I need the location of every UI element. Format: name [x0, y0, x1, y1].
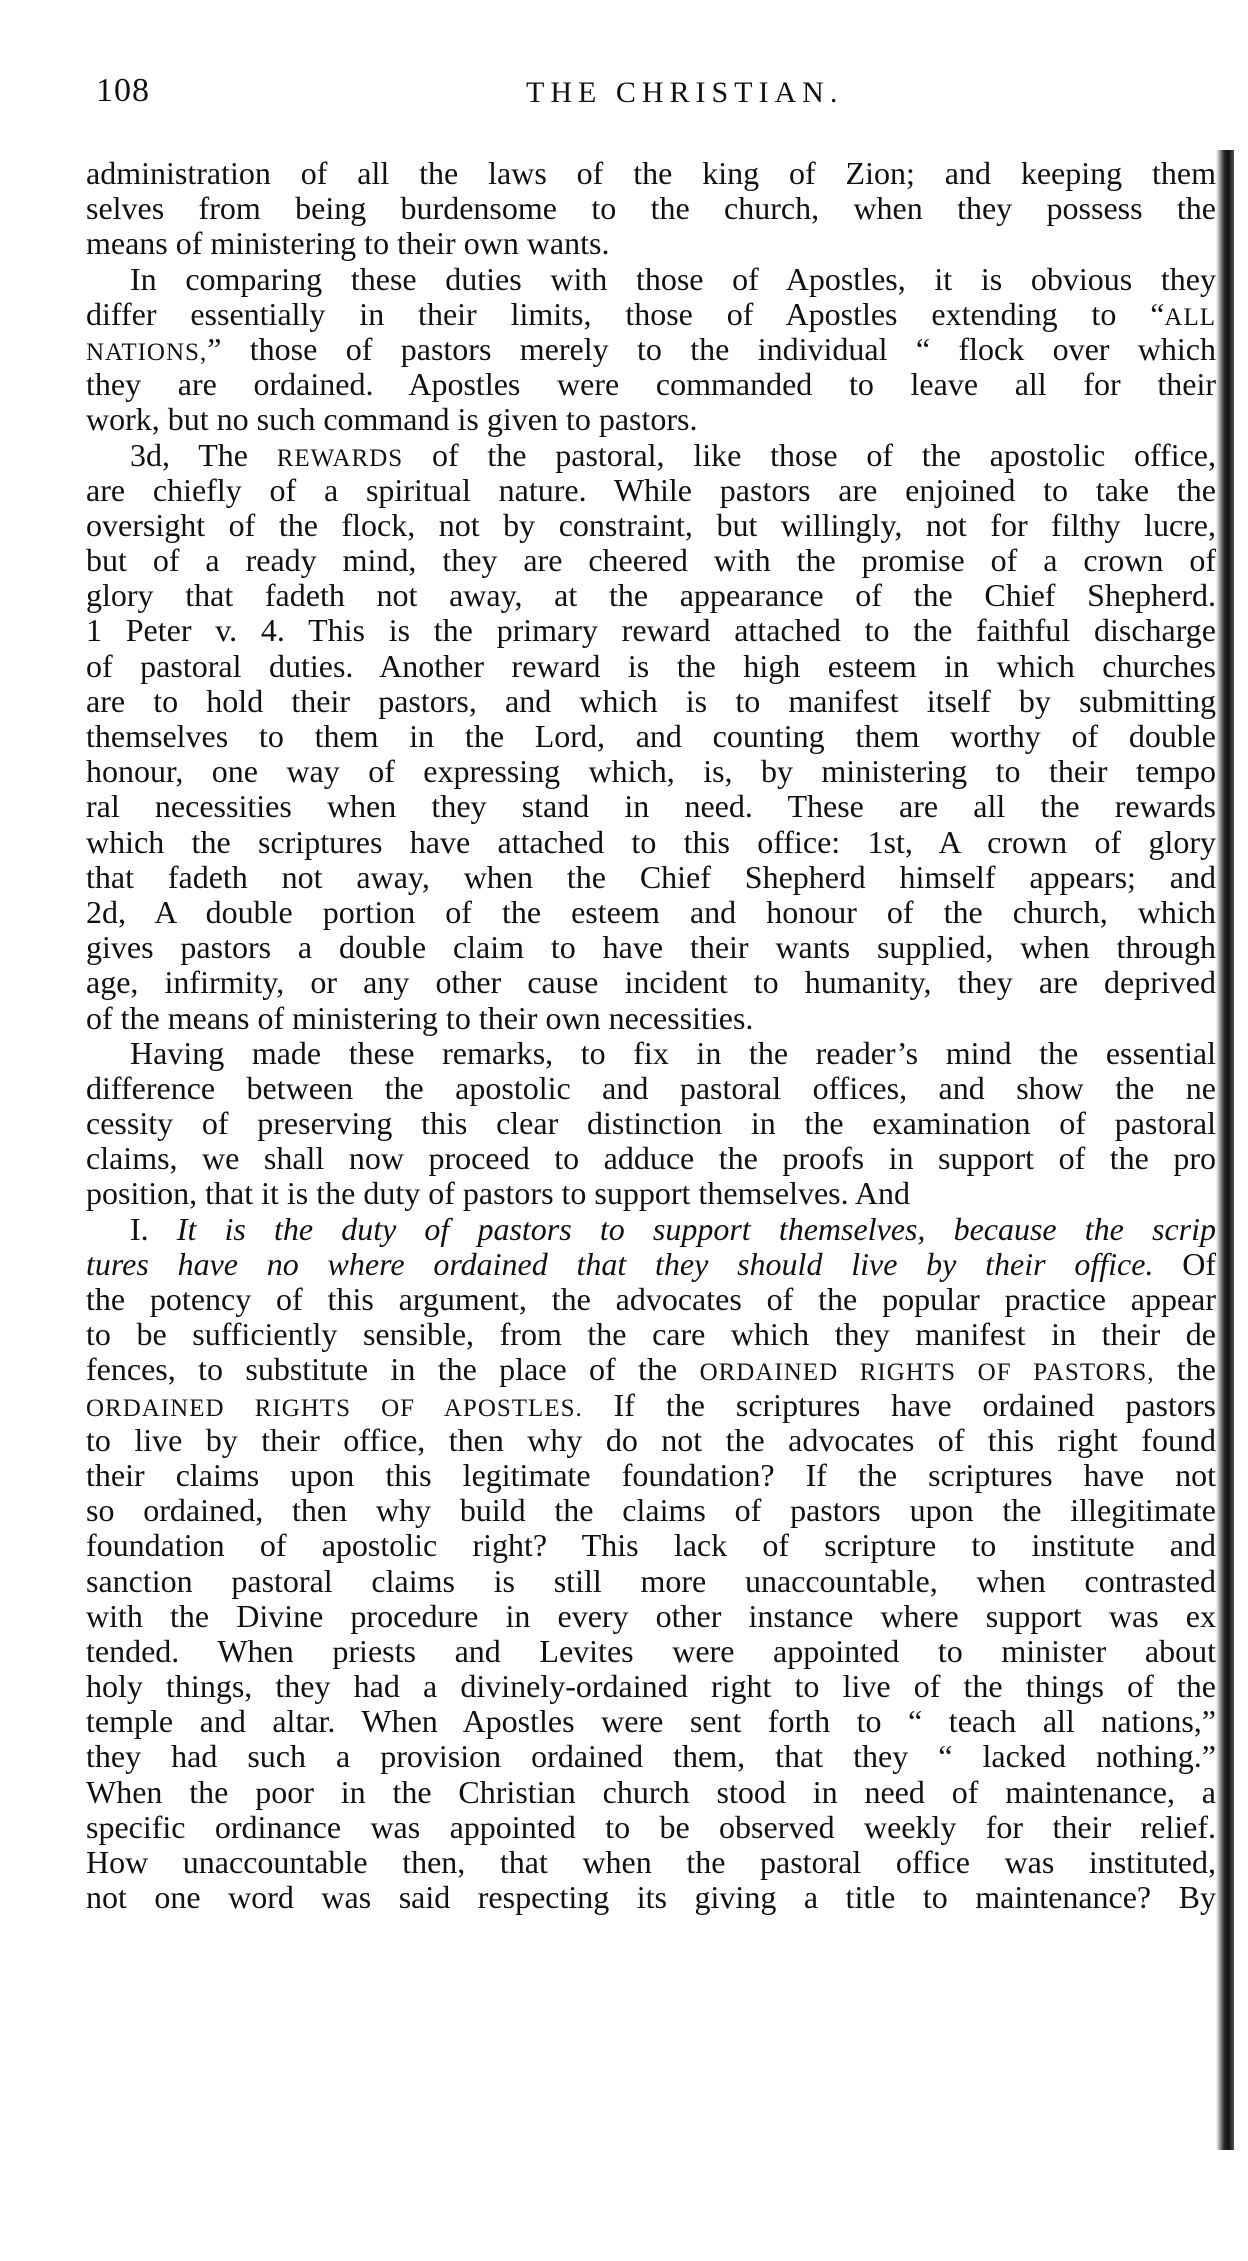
text-line: tended. When priests and Levites were appointed to minister about	[86, 1633, 1216, 1669]
text-line: glory that fadeth not away, at the appearance of the Chief Shepherd.	[86, 578, 1216, 614]
text-line: In comparing these duties with those of Apostles, it is obvious they	[130, 261, 1216, 297]
text-line: of pastoral duties. Another reward is the high esteem in which churches	[86, 648, 1216, 684]
small-caps-text: ORDAINED RIGHTS OF PASTORS,	[699, 1359, 1155, 1387]
text-line: difference between the apostolic and pastoral offices, and show the ne	[86, 1070, 1216, 1106]
line-part: differ essentially in their limits, those of Apostles extending to “	[86, 296, 1165, 332]
text-line: gives pastors a double claim to have their wants supplied, when through	[86, 930, 1216, 966]
text-line: are chiefly of a spiritual nature. While pastors are enjoined to take the	[86, 472, 1216, 508]
text-line: are to hold their pastors, and which is to manifest itself by submitting	[86, 683, 1216, 719]
small-caps-text: NATIONS,	[86, 338, 208, 366]
page-number: 108	[96, 72, 150, 109]
text-line	[86, 332, 1216, 367]
text-line: so ordained, then why build the claims of pastors upon the illegitimate	[86, 1493, 1216, 1529]
text-line: means of ministering to their own wants.	[86, 226, 610, 262]
text-line	[86, 438, 1216, 473]
line-part: of the pastoral, like those of the apostolic office,	[403, 437, 1216, 473]
text-line: temple and altar. When Apostles were sent forth to “ teach all nations,”	[86, 1704, 1216, 1740]
text-line: specific ordinance was appointed to be observed weekly for their relief.	[86, 1809, 1216, 1845]
text-line: the potency of this argument, the advocates of the popular practice appear	[86, 1282, 1216, 1317]
line-part: I.	[130, 1211, 177, 1247]
text-line: position, that it is the duty of pastors to support themselves. And	[86, 1176, 910, 1212]
text-line: 1 Peter v. 4. This is the primary reward attached to the faithful discharge	[86, 613, 1216, 649]
text-line: sanction pastoral claims is still more unaccountable, when contrasted	[86, 1563, 1216, 1599]
text-line	[86, 1352, 1216, 1387]
text-line: but of a ready mind, they are cheered with the promise of a crown of	[86, 543, 1216, 579]
line-part: the	[1154, 1352, 1216, 1388]
text-line: not one word was said respecting its giving a title to maintenance? By	[86, 1880, 1216, 1916]
text-line: with the Divine procedure in every other instance where support was ex	[86, 1598, 1216, 1634]
text-line: themselves to them in the Lord, and counting them worthy of double	[86, 719, 1216, 754]
line-part: fences, to substitute in the place of the	[86, 1352, 700, 1388]
text-line	[86, 297, 1216, 332]
text-line: 2d, A double portion of the esteem and honour of the church, which	[86, 894, 1216, 930]
running-head	[96, 72, 1206, 120]
body-text	[86, 156, 1216, 1915]
text-line: cessity of preserving this clear distinction in the examination of pastoral	[86, 1106, 1216, 1142]
text-line: Having made these remarks, to fix in the reader’s mind the essential	[130, 1035, 1216, 1071]
text-line: ral necessities when they stand in need. These are all the rewards	[86, 789, 1216, 825]
page-edge-shadow	[1216, 150, 1234, 2150]
text-line: administration of all the laws of the king of Zion; and keeping them	[86, 156, 1216, 191]
text-line: holy things, they had a divinely-ordained right to live of the things of the	[86, 1669, 1216, 1705]
line-part: 3d, The	[130, 437, 277, 473]
small-caps-text: ORDAINED RIGHTS OF APOSTLES.	[86, 1394, 583, 1422]
line-part: Of	[1153, 1246, 1216, 1282]
italic-text: It is the duty of pastors to support themselves, because the scrip	[176, 1211, 1216, 1247]
text-line: selves from being burdensome to the church, when they possess the	[86, 191, 1216, 227]
text-line: age, infirmity, or any other cause incident to humanity, they are deprived	[86, 965, 1216, 1001]
text-line: foundation of apostolic right? This lack of scripture to institute and	[86, 1528, 1216, 1564]
line-part: If the scriptures have ordained pastors	[582, 1387, 1216, 1423]
running-title: THE CHRISTIAN.	[526, 76, 844, 109]
small-caps-text: REWARDS	[276, 444, 404, 472]
text-line: which the scriptures have attached to this office: 1st, A crown of glory	[86, 824, 1216, 860]
text-line: to live by their office, then why do not the advocates of this right found	[86, 1422, 1216, 1458]
text-line: of the means of ministering to their own necessities.	[86, 1000, 754, 1036]
text-line: they had such a provision ordained them, that they “ lacked nothing.”	[86, 1739, 1216, 1775]
text-line	[86, 1247, 1216, 1282]
text-line: that fadeth not away, when the Chief Shepherd himself appears; and	[86, 859, 1216, 895]
small-caps-text: ALL	[1164, 303, 1216, 331]
text-line: they are ordained. Apostles were commanded to leave all for their	[86, 367, 1216, 403]
text-line: claims, we shall now proceed to adduce the proofs in support of the pro	[86, 1141, 1216, 1177]
text-line	[86, 1212, 1216, 1247]
line-part: ” those of pastors merely to the individual “ flock over which	[207, 331, 1216, 367]
text-line: work, but no such command is given to pastors.	[86, 402, 698, 438]
italic-text: tures have no where ordained that they should live by their office.	[86, 1246, 1154, 1282]
text-line: How unaccountable then, that when the pastoral office was instituted,	[86, 1845, 1216, 1880]
text-line: to be sufficiently sensible, from the care which they manifest in their de	[86, 1317, 1216, 1353]
text-line: When the poor in the Christian church stood in need of maintenance, a	[86, 1774, 1216, 1810]
text-line: their claims upon this legitimate foundation? If the scriptures have not	[86, 1457, 1216, 1493]
text-line: honour, one way of expressing which, is, by ministering to their tempo	[86, 754, 1216, 790]
text-line: oversight of the flock, not by constraint, but willingly, not for filthy lucre,	[86, 507, 1216, 543]
text-line	[86, 1388, 1216, 1423]
